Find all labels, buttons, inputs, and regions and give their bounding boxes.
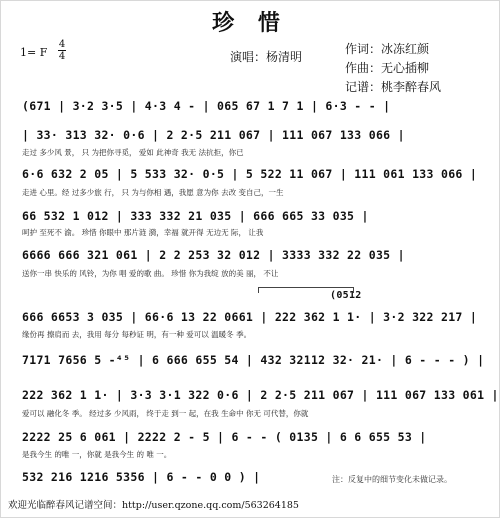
transcription-note: 注：反复中的细节变化未做记录。 <box>332 475 452 484</box>
score-line-lyrics: 呵护 至死不 渝。 珍惜 你眼中 那片涟 漪，幸福 就开得 无边无 际， 让我 <box>22 228 264 237</box>
singer-credit: 演唱：杨清明 <box>230 50 303 64</box>
score-line-notes: 666 6653 3 035 | 66·6 13 22 0661 | 222 362 1 1· | 3·2 322 217 | <box>22 310 478 324</box>
score-line-notes: | 33· 313 32· 0·6 | 2 2·5 211 067 | 111 067 133 066 | <box>22 128 405 142</box>
score-line-lyrics: 缘份再 擦肩而 去，我用 每分 每秒证 明，有一种 爱可以 温暖冬 季。 <box>22 330 252 339</box>
score-line-notes: 6666 666 321 061 | 2 2 253 32 012 | 3333 332 22 035 | <box>22 248 405 262</box>
score-line-notes: 222 362 1 1· | 3·3 3·1 322 0·6 | 2 2·5 211 067 | 111 067 133 061 | <box>22 388 499 402</box>
score-line-lyrics: 走过 多少风 景， 只 为把你寻觅， 爱如 此神奇 我无 法抗拒，你已 <box>22 148 244 157</box>
score-line-lyrics: 送你一串 快乐的 风铃，为你 唱 爱的歌 曲。 珍惜 你为我绽 放的美 丽， 不让 <box>22 269 279 278</box>
score-line-notes: 6·6 632 2 05 | 5 533 32· 0·5 | 5 522 11 067 | 111 061 133 066 | <box>22 167 478 181</box>
footer-link-text: 欢迎光临醉春风记谱空间：http://user.qzone.qq.com/563264185 <box>8 500 299 511</box>
time-signature-top: 4 <box>58 39 66 50</box>
repeat-marker: (0512 <box>330 290 362 301</box>
song-title: 珍 惜 <box>212 10 288 36</box>
score-line-notes: 66 532 1 012 | 333 332 21 035 | 666 665 33 035 | <box>22 209 369 223</box>
key-signature: 1= F <box>20 46 48 59</box>
score-line-lyrics: 爱可以 融化冬 季。 经过多 少风雨， 终于走 到一 起，在我 生命中 你无 可代替，你就 <box>22 409 309 418</box>
score-line-notes: (671 | 3·2 3·5 | 4·3 4 - | 065 67 1 7 1 | 6·3 - - | <box>22 99 391 113</box>
score-line-lyrics: 是我今生 的唯 一，你就 是我今生 的 唯 一。 <box>22 450 172 459</box>
score-line-notes: 7171 7656 5 -⁴⁵ | 6 666 655 54 | 432 32112 32· 21· | 6 - - - ) | <box>22 353 485 367</box>
transcriber-credit: 记谱：桃李醉春风 <box>345 80 442 94</box>
score-line-notes: 2222 25 6 061 | 2222 2 - 5 | 6 - - ( 0135 | 6 6 655 53 | <box>22 430 427 444</box>
lyricist-credit: 作词：冰冻红颜 <box>345 42 430 56</box>
score-line-lyrics: 走进 心里。经 过多少旅 行， 只 为与你相 遇，我愿 意为你 去改 变自己，一生 <box>22 188 284 197</box>
time-signature-bottom: 4 <box>58 51 66 62</box>
composer-credit: 作曲：无心插柳 <box>345 61 430 75</box>
score-line-notes: 532 216 1216 5356 | 6 - - 0 0 ) | <box>22 470 261 484</box>
time-signature <box>58 40 66 61</box>
